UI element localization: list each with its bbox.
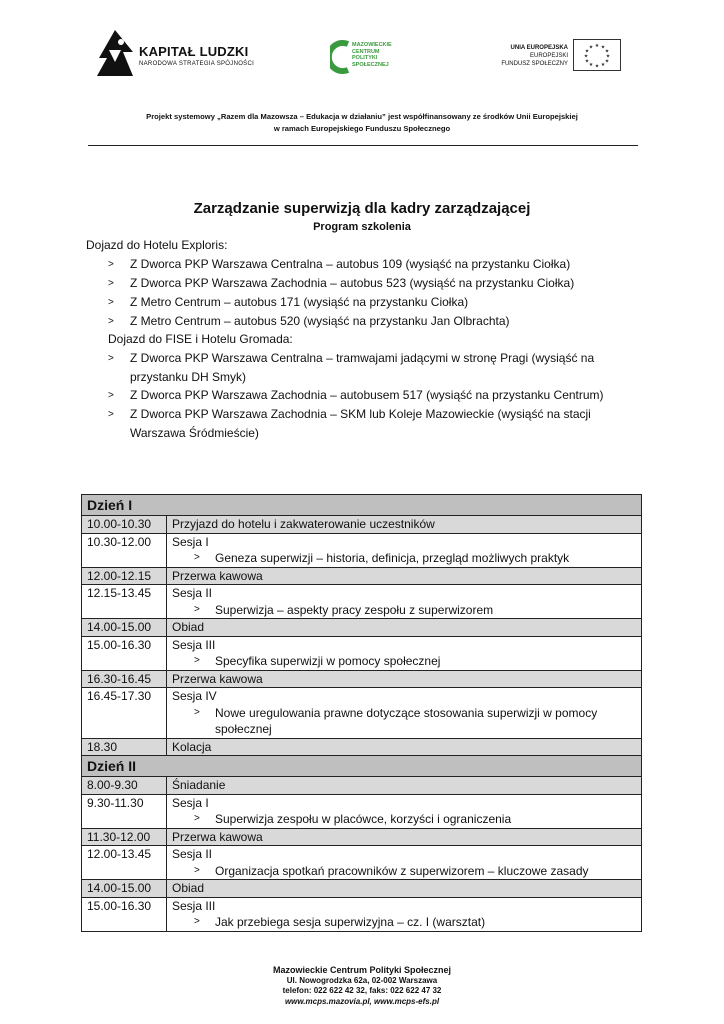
document-title: Zarządzanie superwizją dla kadry zarządzającej [193, 200, 531, 217]
svg-text:★: ★ [605, 53, 611, 60]
table-row: 9.30-11.30 Sesja I > Superwizja zespołu w placówce, korzyści i ograniczenia [82, 794, 642, 828]
document-subtitle: Program szkolenia [313, 221, 411, 233]
footer-org-name: Mazowieckie Centrum Polityki Społecznej [272, 965, 452, 975]
svg-text:★: ★ [600, 62, 606, 68]
table-row: 14.00-15.00 Obiad [82, 619, 642, 637]
arrow-bullet-icon: > [194, 552, 200, 563]
day1-header: Dzień I [82, 495, 642, 516]
mcps-logo-text: MAZOWIECKIE CENTRUM POLITYKI SPOŁECZNEJ [352, 42, 392, 68]
kapital-ludzki-title: KAPITAŁ LUDZKI [139, 44, 249, 59]
table-row: 15.00-16.30 Sesja III > Jak przebiega sesja superwizyjna – cz. I (warsztat) [82, 897, 642, 931]
table-row: 12.15-13.45 Sesja II > Superwizja – aspekty pracy zespołu z superwizorem [82, 585, 642, 619]
mcps-emblem-icon [330, 40, 352, 74]
table-row: 18.30 Kolacja [82, 738, 642, 756]
ue-logo-text: UNIA EUROPEJSKA EUROPEJSKI FUNDUSZ SPOŁECZNY [501, 45, 568, 67]
table-row: 11.30-12.00 Przerwa kawowa [82, 828, 642, 846]
footer-address: Ul. Nowogrodzka 62a, 02-002 Warszawa [286, 975, 438, 985]
project-statement: Projekt systemowy „Razem dla Mazowsza – Edukacja w działaniu” jest współfinansowany ze środków Unii Europejskiej w ramach Europejskiego Funduszu Społecznego [146, 112, 578, 133]
svg-text:★: ★ [583, 53, 589, 60]
table-row: 10.00-10.30 Przyjazd do hotelu i zakwaterowanie uczestników [82, 516, 642, 534]
footer-phone: telefon: 022 622 42 32, faks: 022 622 47 32 [282, 986, 442, 995]
arrow-bullet-icon: > [194, 813, 200, 824]
arrow-bullet-icon: > [108, 297, 114, 308]
dojazd-fise-heading: Dojazd do FISE i Hotelu Gromada: [108, 332, 293, 346]
svg-text:★: ★ [584, 58, 590, 65]
arrow-bullet-icon: > [108, 409, 114, 420]
footer [90, 965, 634, 1007]
dojazd-exploris-heading: Dojazd do Hotelu Exploris: [86, 238, 228, 252]
kapital-ludzki-emblem-icon [95, 28, 135, 78]
arrow-bullet-icon: > [194, 916, 200, 927]
svg-text:★: ★ [600, 44, 606, 51]
mcps-logo [330, 40, 400, 74]
arrow-bullet-icon: > [194, 603, 200, 615]
table-row: 14.00-15.00 Obiad [82, 880, 642, 898]
table-row: 15.00-16.30 Sesja III > Specyfika superwizji w pomocy społecznej [82, 636, 642, 670]
svg-text:★: ★ [604, 58, 610, 65]
kapital-ludzki-subtitle: NARODOWA STRATEGIA SPÓJNOŚCI [139, 61, 255, 67]
arrow-bullet-icon: > [194, 864, 200, 876]
arrow-bullet-icon: > [194, 706, 200, 718]
table-row: 16.45-17.30 Sesja IV > Nowe uregulowania prawne dotyczące stosowania superwizji w pomocy społecznej [82, 688, 642, 739]
table-row: 16.30-16.45 Przerwa kawowa [82, 670, 642, 688]
arrow-bullet-icon: > [108, 278, 114, 289]
table-row: 8.00-9.30 Śniadanie [82, 777, 642, 795]
arrow-bullet-icon: > [108, 316, 114, 327]
svg-text:★: ★ [594, 63, 600, 70]
footer-websites: www.mcps.mazovia.pl, www.mcps-efs.pl [284, 996, 440, 1006]
kapital-ludzki-logo [95, 28, 265, 78]
header-divider [88, 145, 638, 146]
table-row: 12.00-13.45 Sesja II > Organizacja spotkań pracowników z superwizorem – kluczowe zasady [82, 846, 642, 880]
svg-text:★: ★ [584, 48, 590, 55]
table-row: 12.00-12.15 Przerwa kawowa [82, 567, 642, 585]
svg-text:★: ★ [588, 44, 594, 51]
table-row: 10.30-12.00 Sesja I > Geneza superwizji – historia, definicja, przegląd możliwych praktyk [82, 533, 642, 567]
day-header-row [82, 495, 642, 516]
arrow-bullet-icon: > [194, 655, 200, 666]
arrow-bullet-icon: > [108, 353, 114, 364]
svg-text:★: ★ [588, 62, 594, 68]
day2-header: Dzień II [82, 756, 642, 777]
svg-text:★: ★ [604, 48, 610, 55]
day-header-row [82, 756, 642, 777]
schedule-table [81, 494, 642, 932]
arrow-bullet-icon: > [108, 259, 114, 270]
arrow-bullet-icon: > [108, 390, 114, 401]
eu-flag-icon [573, 39, 621, 71]
svg-text:★: ★ [594, 43, 600, 49]
